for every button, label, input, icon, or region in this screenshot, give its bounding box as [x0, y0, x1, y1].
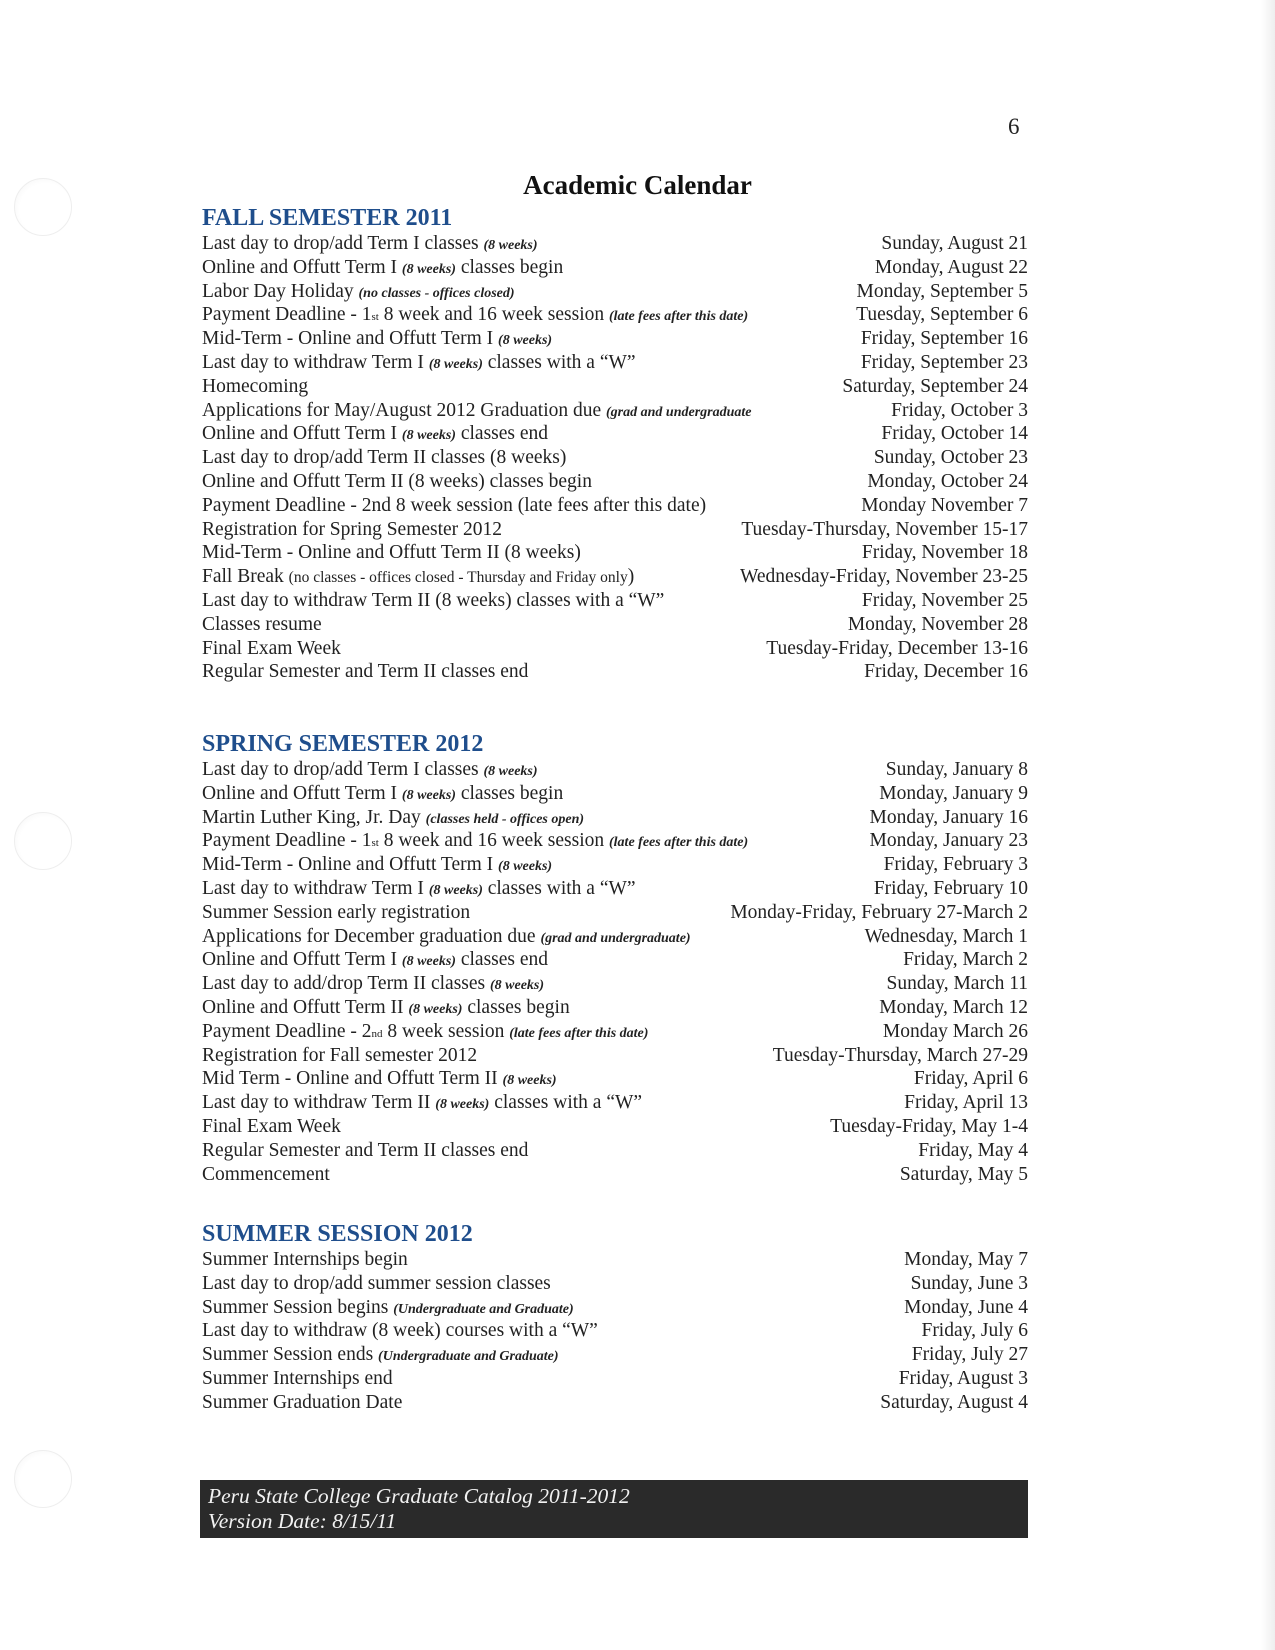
calendar-row — [202, 1163, 1028, 1187]
event-label — [202, 1139, 528, 1163]
event-date: Friday, April 6 — [913, 1068, 1028, 1090]
fall-semester-heading: FALL SEMESTER 2011 — [202, 205, 453, 231]
event-label — [202, 758, 538, 784]
calendar-row — [202, 660, 1028, 684]
calendar-row — [202, 494, 1028, 518]
event-note: (8 weeks) — [428, 356, 483, 372]
event-date: Saturday, August 4 — [880, 1391, 1028, 1413]
event-note: (late fees after this date) — [609, 835, 749, 851]
event-text: Final Exam Week — [202, 637, 341, 659]
event-text: Applications for December graduation due — [202, 925, 541, 947]
event-text: Mid-Term - Online and Offutt Term I — [202, 328, 499, 350]
event-date: Monday-Friday, February 27-March 2 — [730, 901, 1028, 923]
event-label — [202, 494, 706, 518]
spring-semester-heading: SPRING SEMESTER 2012 — [202, 731, 484, 757]
calendar-row — [202, 351, 1028, 375]
calendar-row — [202, 782, 1028, 806]
event-label — [202, 375, 308, 399]
event-date: Friday, July 6 — [921, 1320, 1028, 1342]
calendar-row — [202, 446, 1028, 470]
ordinal-suffix: st — [371, 311, 379, 324]
event-note: (no classes - offices closed - Thursday and Friday only — [288, 569, 628, 587]
event-date: Monday, May 7 — [904, 1249, 1028, 1270]
event-date: Tuesday-Friday, December 13-16 — [766, 637, 1028, 659]
event-note: (8 weeks) — [401, 787, 456, 803]
event-label — [202, 1067, 557, 1093]
event-text: Online and Offutt Term II (8 weeks) classes begin — [202, 470, 592, 492]
event-date: Friday, November 25 — [861, 589, 1028, 611]
calendar-row — [202, 518, 1028, 542]
event-date: Monday, January 23 — [869, 830, 1028, 852]
event-date: Friday, July 27 — [911, 1344, 1028, 1366]
event-note: (grad and undergraduate — [606, 404, 752, 420]
event-label — [202, 660, 528, 684]
event-label — [202, 1296, 574, 1322]
spring-semester-list — [202, 758, 1028, 1186]
event-text-end: classes end — [455, 949, 549, 971]
event-date: Monday, January 16 — [869, 806, 1028, 828]
event-text: Payment Deadline - 1 — [202, 830, 372, 852]
event-text: Payment Deadline - 2 — [202, 1020, 372, 1042]
event-date: Monday, October 24 — [867, 470, 1028, 492]
event-text: Summer Internships end — [202, 1367, 393, 1389]
calendar-row — [202, 853, 1028, 877]
event-note: (8 weeks) — [483, 764, 538, 779]
calendar-row — [202, 280, 1028, 304]
calendar-row — [202, 1296, 1028, 1320]
calendar-row — [202, 399, 1028, 423]
calendar-row — [202, 1115, 1028, 1139]
event-date: Sunday, August 21 — [881, 233, 1028, 254]
event-text-continued: 8 week session — [382, 1020, 510, 1042]
event-text: Registration for Spring Semester 2012 — [202, 518, 503, 540]
summer-session-list — [202, 1248, 1028, 1415]
calendar-row — [202, 806, 1028, 830]
event-text: Mid-Term - Online and Offutt Term I — [202, 854, 499, 876]
event-text: Online and Offutt Term I — [202, 782, 402, 804]
event-date: Wednesday, March 1 — [864, 925, 1028, 947]
event-date: Monday March 26 — [882, 1020, 1028, 1042]
event-text: Labor Day Holiday — [202, 280, 359, 302]
event-text: Online and Offutt Term I — [202, 423, 402, 445]
event-note: (Undergraduate and Graduate) — [393, 1301, 574, 1317]
event-text: Last day to drop/add Term II classes (8 weeks) — [202, 447, 567, 469]
event-text: Mid-Term - Online and Offutt Term II (8 weeks) — [202, 542, 581, 564]
event-label — [202, 470, 592, 494]
catalog-footer — [200, 1480, 1028, 1538]
ordinal-suffix: nd — [371, 1027, 383, 1040]
fall-semester-section — [202, 204, 1028, 684]
event-label — [202, 1115, 341, 1139]
event-text-end: classes with a “W” — [482, 351, 636, 373]
event-note: (8 weeks) — [401, 261, 456, 277]
event-label — [202, 972, 544, 998]
event-label — [202, 996, 570, 1022]
event-label — [202, 399, 751, 425]
event-text-continued: 8 week and 16 week session — [378, 304, 609, 326]
punch-hole-middle — [14, 812, 72, 870]
calendar-row — [202, 1248, 1028, 1272]
event-text-end: classes begin — [455, 782, 564, 804]
event-text: Registration for Fall semester 2012 — [202, 1044, 478, 1066]
event-text: Fall Break — [202, 566, 289, 588]
event-label — [202, 1020, 648, 1047]
event-text: Classes resume — [202, 613, 322, 635]
event-note: (8 weeks) — [498, 333, 553, 349]
event-label — [202, 1044, 477, 1068]
event-label — [202, 303, 748, 330]
event-date: Friday, October 3 — [891, 399, 1028, 421]
event-note: (8 weeks) — [498, 859, 553, 875]
calendar-row — [202, 758, 1028, 782]
event-text: Online and Offutt Term II — [202, 996, 409, 1018]
event-text: Summer Session begins — [202, 1296, 394, 1318]
event-text: Online and Offutt Term I — [202, 256, 402, 278]
event-date: Friday, February 10 — [873, 877, 1028, 899]
event-text-end: classes with a “W” — [489, 1092, 643, 1114]
calendar-row — [202, 327, 1028, 351]
event-date: Friday, April 13 — [904, 1092, 1028, 1114]
event-date: Tuesday-Thursday, March 27-29 — [772, 1044, 1028, 1066]
calendar-row — [202, 996, 1028, 1020]
event-label — [202, 613, 322, 637]
calendar-row — [202, 877, 1028, 901]
event-date: Wednesday-Friday, November 23-25 — [740, 566, 1028, 588]
fall-semester-list — [202, 232, 1028, 684]
calendar-row — [202, 637, 1028, 661]
event-note: (late fees after this date) — [509, 1025, 649, 1041]
event-note: (8 weeks) — [401, 428, 456, 444]
page-title: Academic Calendar — [523, 170, 752, 200]
event-date: Monday, June 4 — [904, 1296, 1028, 1318]
event-label — [202, 1248, 408, 1272]
event-label — [202, 1091, 642, 1117]
ordinal-suffix: st — [371, 837, 379, 850]
event-date: Friday, May 4 — [918, 1139, 1028, 1161]
calendar-row — [202, 1044, 1028, 1068]
event-text: Regular Semester and Term II classes end — [202, 1139, 529, 1161]
event-note: (late fees after this date) — [609, 309, 749, 325]
event-label — [202, 1272, 551, 1296]
spring-semester-section — [202, 730, 1028, 1186]
calendar-row — [202, 901, 1028, 925]
event-date: Sunday, October 23 — [873, 447, 1028, 469]
calendar-row — [202, 1367, 1028, 1391]
calendar-row — [202, 589, 1028, 613]
calendar-row — [202, 1319, 1028, 1343]
event-label — [202, 1343, 559, 1369]
event-label — [202, 327, 552, 353]
event-date: Tuesday-Thursday, November 15-17 — [741, 518, 1028, 540]
event-note: (8 weeks) — [435, 1097, 490, 1113]
event-date: Monday, January 9 — [879, 782, 1028, 804]
event-label — [202, 806, 584, 832]
event-label — [202, 782, 563, 808]
event-label — [202, 1391, 402, 1415]
event-date: Friday, February 3 — [883, 854, 1028, 876]
event-text: Last day to withdraw Term II (8 weeks) classes with a “W” — [202, 589, 665, 611]
event-text: Homecoming — [202, 375, 309, 397]
event-text: Last day to withdraw Term I — [202, 351, 429, 373]
event-label — [202, 565, 634, 590]
calendar-row — [202, 972, 1028, 996]
summer-session-heading: SUMMER SESSION 2012 — [202, 1221, 473, 1247]
calendar-row — [202, 1091, 1028, 1115]
event-date: Tuesday, September 6 — [856, 304, 1028, 326]
event-date: Monday, August 22 — [874, 256, 1028, 278]
event-date: Monday, March 12 — [879, 996, 1028, 1018]
calendar-row — [202, 232, 1028, 256]
event-text: Regular Semester and Term II classes end — [202, 661, 529, 683]
calendar-row — [202, 1020, 1028, 1044]
page-edge — [1261, 0, 1275, 1650]
event-text: Summer Session ends — [202, 1344, 379, 1366]
event-text: Summer Session early registration — [202, 901, 471, 923]
calendar-row — [202, 948, 1028, 972]
event-label — [202, 589, 664, 613]
event-label — [202, 901, 470, 925]
event-date: Sunday, March 11 — [886, 973, 1028, 995]
page-number: 6 — [1008, 114, 1020, 139]
calendar-row — [202, 256, 1028, 280]
event-text: Last day to withdraw Term II — [202, 1092, 436, 1114]
event-note: (Undergraduate and Graduate) — [378, 1349, 559, 1365]
event-date: Monday, November 28 — [847, 613, 1028, 635]
event-text: Last day to withdraw (8 week) courses with a “W” — [202, 1320, 598, 1342]
event-note: (8 weeks) — [401, 954, 456, 970]
event-label — [202, 518, 502, 542]
event-date: Saturday, September 24 — [842, 375, 1028, 397]
event-text-continued: 8 week and 16 week session — [378, 830, 609, 852]
calendar-row — [202, 1272, 1028, 1296]
event-text: Online and Offutt Term I — [202, 949, 402, 971]
event-date: Sunday, June 3 — [910, 1272, 1028, 1294]
event-label — [202, 280, 515, 306]
footer-version-date: Version Date: 8/15/11 — [208, 1509, 397, 1533]
event-label — [202, 256, 563, 282]
event-label — [202, 422, 548, 448]
event-date: Monday November 7 — [861, 494, 1028, 516]
event-date: Friday, October 14 — [881, 423, 1028, 445]
event-text-end: classes end — [455, 423, 549, 445]
calendar-row — [202, 565, 1028, 589]
event-note: (8 weeks) — [483, 238, 538, 253]
calendar-row — [202, 613, 1028, 637]
event-label — [202, 948, 548, 974]
event-date: Friday, September 23 — [860, 351, 1028, 373]
summer-session-section — [202, 1220, 1028, 1415]
event-note: (8 weeks) — [408, 1001, 463, 1017]
event-note: (classes held - offices open) — [425, 811, 585, 827]
event-text: Last day to withdraw Term I — [202, 877, 429, 899]
event-label — [202, 637, 341, 661]
event-date: Friday, December 16 — [864, 661, 1028, 683]
event-text: Mid Term - Online and Offutt Term II — [202, 1068, 503, 1090]
calendar-row — [202, 1391, 1028, 1415]
event-label — [202, 351, 636, 377]
event-text-end: ) — [627, 566, 635, 588]
calendar-row — [202, 375, 1028, 399]
event-label — [202, 853, 552, 879]
event-label — [202, 541, 581, 565]
event-note: (no classes - offices closed) — [358, 285, 515, 301]
event-text: Applications for May/August 2012 Graduation due — [202, 399, 607, 421]
event-note: (8 weeks) — [428, 882, 483, 898]
event-text: Last day to drop/add Term I classes — [202, 233, 484, 254]
calendar-row — [202, 303, 1028, 327]
event-label — [202, 446, 566, 470]
calendar-row — [202, 1343, 1028, 1367]
event-text: Final Exam Week — [202, 1115, 341, 1137]
event-date: Sunday, January 8 — [885, 759, 1028, 780]
event-note: (grad and undergraduate) — [540, 930, 691, 946]
event-text-end: classes begin — [455, 256, 564, 278]
event-date: Tuesday-Friday, May 1-4 — [830, 1115, 1028, 1137]
event-text: Summer Graduation Date — [202, 1391, 403, 1413]
event-date: Friday, March 2 — [903, 949, 1028, 971]
event-label — [202, 1163, 330, 1187]
event-date: Friday, September 16 — [860, 328, 1028, 350]
event-label — [202, 1367, 393, 1391]
calendar-row — [202, 925, 1028, 949]
event-date: Saturday, May 5 — [899, 1163, 1028, 1185]
event-note: (8 weeks) — [502, 1073, 557, 1089]
event-date: Friday, August 3 — [898, 1367, 1028, 1389]
footer-catalog-title: Peru State College Graduate Catalog 2011-2012 — [208, 1484, 630, 1508]
event-text: Payment Deadline - 1 — [202, 304, 372, 326]
event-text-end: classes begin — [462, 996, 570, 1018]
event-text-end: classes with a “W” — [482, 877, 636, 899]
event-text: Last day to drop/add Term I classes — [202, 759, 484, 780]
event-text: Last day to drop/add summer session classes — [202, 1272, 551, 1294]
event-label — [202, 925, 691, 951]
event-date: Monday, September 5 — [856, 280, 1028, 302]
event-date: Friday, November 18 — [861, 542, 1028, 564]
event-note: (8 weeks) — [490, 978, 545, 994]
event-text: Last day to add/drop Term II classes — [202, 973, 490, 995]
event-label — [202, 829, 748, 856]
calendar-row — [202, 422, 1028, 446]
event-label — [202, 232, 538, 258]
event-text: Summer Internships begin — [202, 1249, 408, 1270]
calendar-row — [202, 829, 1028, 853]
event-label — [202, 877, 636, 903]
calendar-row — [202, 1139, 1028, 1163]
event-text: Martin Luther King, Jr. Day — [202, 806, 426, 828]
event-label — [202, 1319, 598, 1343]
event-text: Payment Deadline - 2nd 8 week session (late fees after this date) — [202, 494, 707, 516]
calendar-row — [202, 1067, 1028, 1091]
punch-hole-bottom — [14, 1450, 72, 1508]
calendar-row — [202, 470, 1028, 494]
calendar-row — [202, 541, 1028, 565]
event-text: Commencement — [202, 1163, 330, 1185]
